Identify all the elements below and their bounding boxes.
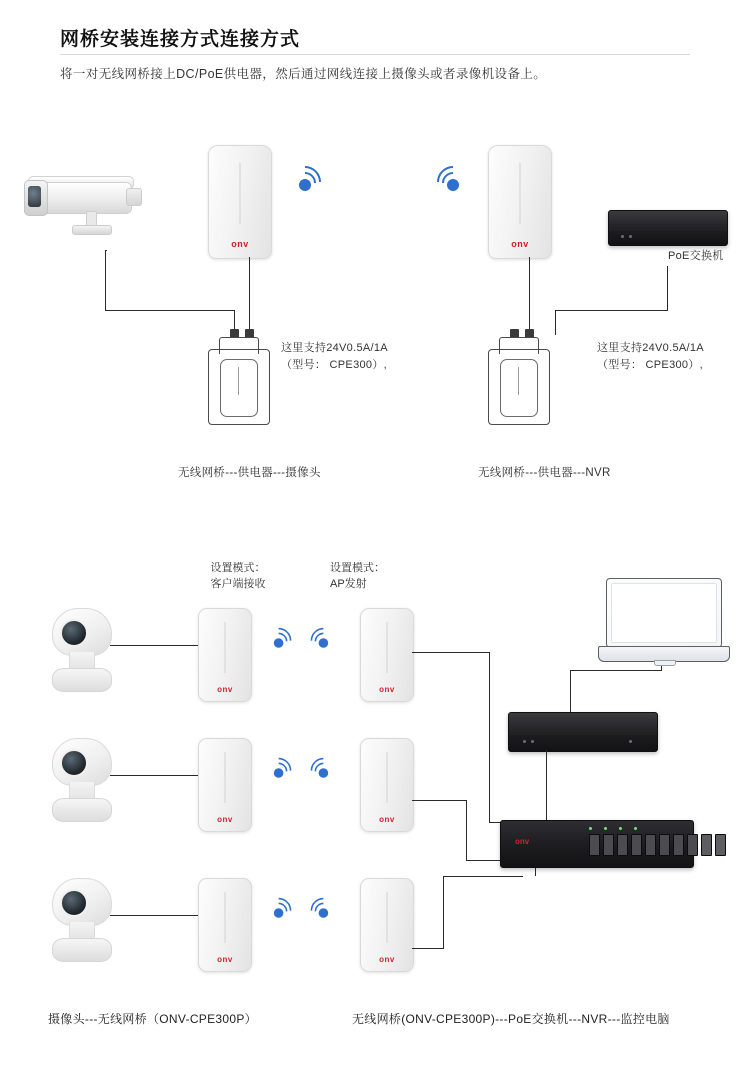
cpe-seam: [225, 892, 226, 944]
note-right-line2: （型号： CPE300）,: [597, 359, 703, 371]
switch-port: [631, 834, 642, 856]
wifi-signal-icon: [265, 755, 289, 776]
wifi-signal-icon: [440, 162, 470, 188]
caption-bottom-right: 无线网桥(ONV-CPE300P)---PoE交换机---NVR---监控电脑: [352, 1012, 670, 1026]
ptcam-base: [52, 938, 112, 962]
nvr-device: [508, 712, 658, 752]
switch-port-sfp: [715, 834, 726, 856]
cable-trunk3-across: [443, 876, 523, 877]
switch-port: [645, 834, 656, 856]
switch-port-sfp: [701, 834, 712, 856]
camera-lens: [28, 186, 41, 207]
cpe-seam: [387, 892, 388, 944]
device-label-poe-switch: PoE交换机: [668, 250, 724, 262]
ptcam-lens: [60, 749, 88, 777]
switch-led: [619, 827, 622, 830]
poe-injector-right: [482, 333, 554, 425]
cable-cam1-to-cpe: [110, 645, 198, 646]
cpe-client-row2: [198, 738, 252, 832]
device-led: [621, 235, 624, 238]
switch-led: [589, 827, 592, 830]
onv-logo: onv: [217, 955, 233, 964]
cpe-ap-row2: [360, 738, 414, 832]
poe-switch-device-bottom: [500, 820, 694, 868]
cpe-ap-row1: [360, 608, 414, 702]
injector-innerline: [518, 367, 519, 395]
mode-client-line2: 客户端接收: [210, 578, 266, 590]
cable-cam3-to-cpe: [110, 915, 198, 916]
cpe-seam: [240, 162, 241, 225]
device-front-panel: [509, 735, 657, 751]
ptcam-base: [52, 798, 112, 822]
cpe-seam: [387, 622, 388, 674]
caption-top-right: 无线网桥---供电器---NVR: [478, 467, 611, 479]
poe-switch-device-top: [608, 210, 728, 246]
title-divider: [60, 54, 690, 55]
note-left: [281, 340, 388, 374]
onv-logo: onv: [217, 815, 233, 824]
switch-port: [589, 834, 600, 856]
cable-trunk1-down: [489, 652, 490, 822]
wifi-signal-icon: [313, 755, 337, 776]
cable-camera-across: [105, 310, 235, 311]
cpe-seam: [520, 162, 521, 225]
cable-trunk3-up: [443, 876, 444, 948]
switch-led: [634, 827, 637, 830]
switch-led-row: [589, 827, 637, 830]
switch-port: [659, 834, 670, 856]
note-left-line2: （型号： CPE300）,: [281, 359, 387, 371]
pt-camera-row2: [44, 738, 118, 822]
switch-port: [603, 834, 614, 856]
cable-ap3-trunk: [412, 948, 444, 949]
poe-injector-left: [202, 333, 274, 425]
pt-camera-row3: [44, 878, 118, 962]
cpe-seam: [387, 752, 388, 804]
cable-cam2-to-cpe: [110, 775, 198, 776]
wifi-signal-icon: [313, 895, 337, 916]
cable-laptop-down: [570, 670, 571, 712]
injector-innerline: [238, 367, 239, 395]
device-led: [629, 740, 632, 743]
page-subtitle: 将一对无线网桥接上DC/PoE供电器，然后通过网线连接上摄像头或者录像机设备上。: [60, 67, 547, 81]
switch-port: [617, 834, 628, 856]
mode-label-client: [178, 560, 298, 592]
wifi-signal-icon: [313, 625, 337, 646]
onv-logo: onv: [515, 837, 530, 846]
device-led: [523, 740, 526, 743]
ptcam-lens: [60, 619, 88, 647]
mode-ap-line1: 设置模式：: [330, 562, 385, 574]
onv-logo: onv: [379, 815, 395, 824]
switch-port: [673, 834, 684, 856]
onv-logo: onv: [511, 239, 529, 249]
monitoring-laptop: [598, 578, 728, 670]
laptop-screen: [606, 578, 722, 648]
ptcam-lens: [60, 889, 88, 917]
cable-ap2-trunk: [412, 800, 467, 801]
cable-trunk2-down: [466, 800, 467, 860]
wifi-signal-icon: [265, 895, 289, 916]
cpe-bridge-left: [208, 145, 272, 259]
bullet-camera-icon: [14, 168, 142, 240]
laptop-screen-inner: [611, 583, 717, 643]
note-right-line1: 这里支持24V0.5A/1A: [597, 342, 704, 354]
page-title: 网桥安装连接方式连接方式: [60, 29, 301, 50]
onv-logo: onv: [231, 239, 249, 249]
cable-ap1-trunk: [412, 652, 490, 653]
switch-port-row: [589, 834, 726, 856]
injector-inner: [500, 359, 538, 417]
mode-ap-line2: AP发射: [330, 578, 367, 590]
note-right: [597, 340, 704, 374]
injector-inner: [220, 359, 258, 417]
cpe-bridge-right: [488, 145, 552, 259]
cpe-seam: [225, 622, 226, 674]
camera-tail: [126, 188, 142, 206]
camera-base: [72, 225, 112, 235]
onv-logo: onv: [379, 955, 395, 964]
cable-device-across: [555, 310, 668, 311]
switch-port: [687, 834, 698, 856]
wifi-signal-icon: [265, 625, 289, 646]
mode-label-ap: [330, 560, 440, 592]
wifi-signal-icon: [288, 162, 318, 188]
cpe-ap-row3: [360, 878, 414, 972]
cable-laptop-across: [570, 670, 662, 671]
onv-logo: onv: [379, 685, 395, 694]
cpe-seam: [225, 752, 226, 804]
note-left-line1: 这里支持24V0.5A/1A: [281, 342, 388, 354]
cpe-client-row3: [198, 878, 252, 972]
cable-cpe-to-injector-right: [529, 257, 530, 335]
switch-led: [604, 827, 607, 830]
device-front-panel: [609, 231, 727, 245]
laptop-trackpad: [654, 660, 676, 666]
cable-cpe-to-injector-left: [249, 257, 250, 335]
mode-client-line1: 设置模式：: [210, 562, 266, 574]
cable-camera-down: [105, 250, 106, 310]
onv-logo: onv: [217, 685, 233, 694]
cable-into-injector-right: [555, 310, 556, 335]
pt-camera-row1: [44, 608, 118, 692]
device-led: [531, 740, 534, 743]
ptcam-base: [52, 668, 112, 692]
caption-bottom-left: 摄像头---无线网桥（ONV-CPE300P）: [48, 1012, 257, 1026]
cable-nvr-to-switch: [546, 750, 547, 820]
cable-device-down: [667, 266, 668, 310]
cpe-client-row1: [198, 608, 252, 702]
device-led: [629, 235, 632, 238]
caption-top-left: 无线网桥---供电器---摄像头: [178, 467, 321, 479]
